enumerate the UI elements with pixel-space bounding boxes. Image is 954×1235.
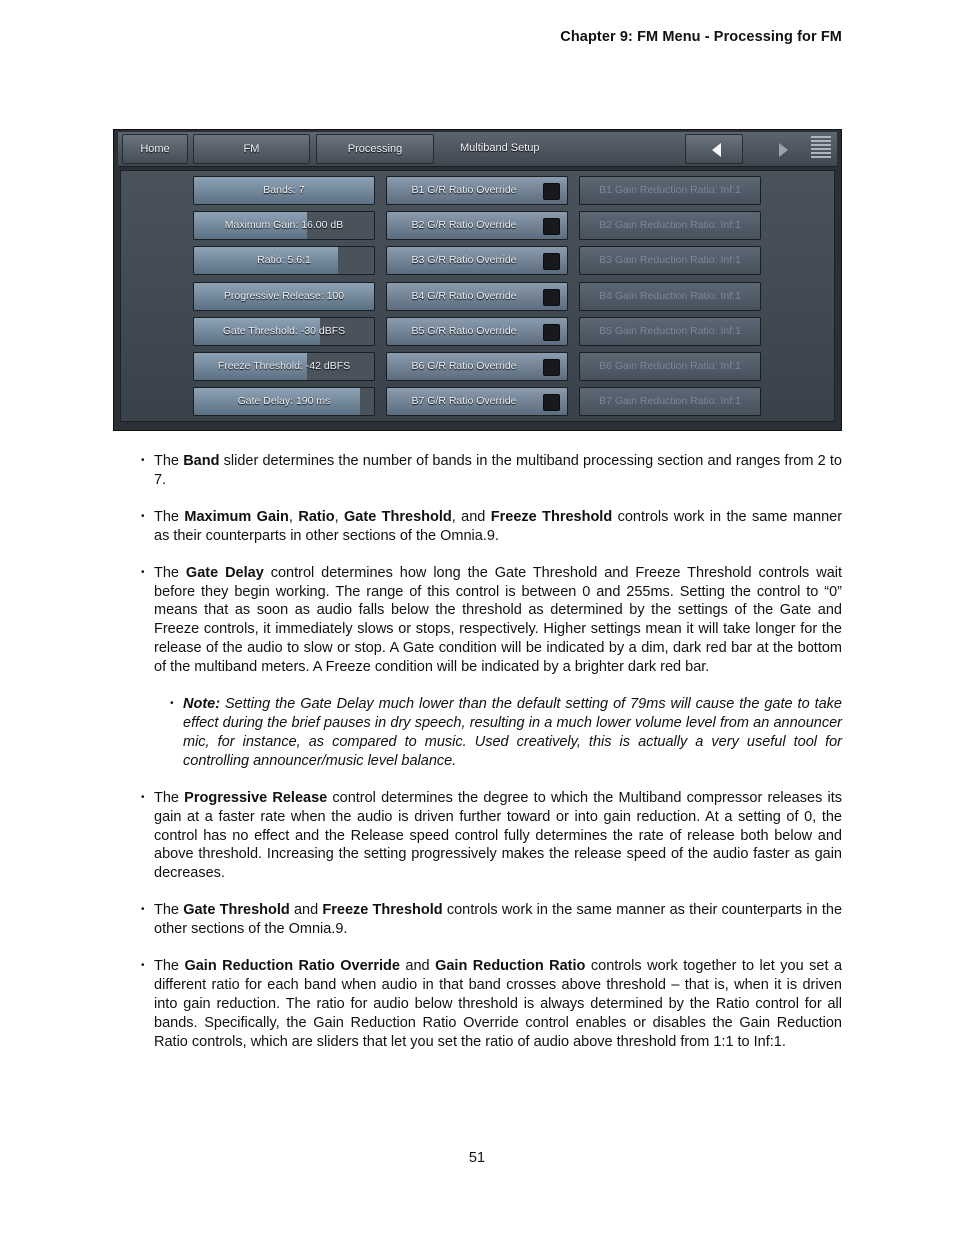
override-label: B5 G/R Ratio Override xyxy=(411,324,517,337)
override-toggle-b1[interactable] xyxy=(386,176,568,205)
nav-back-button[interactable] xyxy=(685,134,743,164)
gain-reduction-ratio-slider-b3 xyxy=(579,246,761,275)
body-text xyxy=(154,452,842,1070)
nav-home-button[interactable]: Home xyxy=(122,134,188,164)
override-toggle-b5[interactable] xyxy=(386,317,568,346)
arrow-right-icon xyxy=(779,143,788,157)
slider-label: Bands: 7 xyxy=(263,184,305,196)
bullet-paragraph: • The Band slider determines the number of bands in the multiband processing section and ranges from 2 to 7. xyxy=(154,452,842,490)
bullet-paragraph: • The Gate Threshold and Freeze Threshold controls work in the same manner as their counterparts in the other sections of the Omnia.9. xyxy=(154,901,842,939)
override-toggle-b3[interactable] xyxy=(386,246,568,275)
override-toggle-b2[interactable] xyxy=(386,211,568,240)
slider-7[interactable] xyxy=(193,387,375,416)
slider-2[interactable] xyxy=(193,211,375,240)
arrow-left-icon xyxy=(712,143,721,157)
nav-current-page: Multiband Setup xyxy=(460,142,540,154)
menu-icon[interactable] xyxy=(811,136,831,160)
ratio-label: B1 Gain Reduction Ratio: Inf:1 xyxy=(599,184,741,196)
nav-bar xyxy=(118,132,837,167)
ratio-label: B5 Gain Reduction Ratio: Inf:1 xyxy=(599,324,741,337)
multiband-setup-screenshot xyxy=(113,129,842,431)
checkbox-icon[interactable] xyxy=(543,324,560,341)
nav-forward-button[interactable] xyxy=(748,134,806,164)
checkbox-icon[interactable] xyxy=(543,394,560,411)
override-label: B4 G/R Ratio Override xyxy=(411,289,517,302)
override-label: B2 G/R Ratio Override xyxy=(411,219,517,232)
slider-label: Gate Threshold: -30 dBFS xyxy=(222,324,346,337)
override-label: B3 G/R Ratio Override xyxy=(411,254,517,267)
nav-fm-button[interactable]: FM xyxy=(193,134,310,164)
slider-1[interactable] xyxy=(193,176,375,205)
page-number: 51 xyxy=(468,1150,486,1166)
chapter-header: Chapter 9: FM Menu - Processing for FM xyxy=(560,29,842,45)
checkbox-icon[interactable] xyxy=(543,218,560,235)
gain-reduction-ratio-slider-b6 xyxy=(579,352,761,381)
checkbox-icon[interactable] xyxy=(543,253,560,270)
slider-label: Ratio: 5.6:1 xyxy=(257,254,311,267)
gain-reduction-ratio-slider-b5 xyxy=(579,317,761,346)
ratio-label: B6 Gain Reduction Ratio: Inf:1 xyxy=(599,360,741,372)
slider-3[interactable] xyxy=(193,246,375,275)
slider-label: Freeze Threshold: -42 dBFS xyxy=(217,360,351,372)
bullet-paragraph: • The Progressive Release control determines the degree to which the Multiband compressor releases its gain at a faster rate when the audio is driven further toward or into gain reduction. At a setting of 0, the control has no effect and the Release speed control fully determines the rate of release both below and above threshold. Increasing the setting progressively makes the release speed of the audio faster as gain decreases. xyxy=(154,789,842,884)
checkbox-icon[interactable] xyxy=(543,359,560,376)
override-label: B7 G/R Ratio Override xyxy=(411,395,517,408)
ratio-label: B2 Gain Reduction Ratio: Inf:1 xyxy=(599,219,741,232)
checkbox-icon[interactable] xyxy=(543,289,560,306)
override-label: B1 G/R Ratio Override xyxy=(411,184,517,196)
bullet-paragraph: • The Maximum Gain, Ratio, Gate Threshold, and Freeze Threshold controls work in the same manner as their counterparts in other sections of the Omnia.9. xyxy=(154,508,842,546)
ratio-label: B4 Gain Reduction Ratio: Inf:1 xyxy=(599,289,741,302)
slider-6[interactable] xyxy=(193,352,375,381)
checkbox-icon[interactable] xyxy=(543,183,560,200)
slider-5[interactable] xyxy=(193,317,375,346)
bullet-paragraph: • The Gate Delay control determines how long the Gate Threshold and Freeze Threshold controls wait before they begin working. The range of this control is between 0 and 255ms. Setting the control to “0” means that as soon as audio falls below the threshold as determined by the settings of the Gate and Freeze controls, it immediately slows or stops, respectively. Higher settings mean it will take longer for the release of the audio to slow or stop. A Gate condition will be indicated by a dim, dark red bar at the bottom of the multiband meters. A Freeze condition will be indicated by a brighter dark red bar. xyxy=(154,564,842,677)
gain-reduction-ratio-slider-b2 xyxy=(579,211,761,240)
slider-label: Gate Delay: 190 ms xyxy=(237,395,331,408)
ratio-label: B7 Gain Reduction Ratio: Inf:1 xyxy=(599,395,741,408)
slider-label: Progressive Release: 100 xyxy=(223,289,345,302)
nav-processing-button[interactable]: Processing xyxy=(316,134,434,164)
slider-4[interactable] xyxy=(193,282,375,311)
gain-reduction-ratio-slider-b4 xyxy=(579,282,761,311)
override-toggle-b7[interactable] xyxy=(386,387,568,416)
ratio-label: B3 Gain Reduction Ratio: Inf:1 xyxy=(599,254,741,267)
gain-reduction-ratio-slider-b1 xyxy=(579,176,761,205)
override-label: B6 G/R Ratio Override xyxy=(411,360,517,372)
control-panel xyxy=(120,170,835,422)
override-toggle-b4[interactable] xyxy=(386,282,568,311)
slider-label: Maximum Gain: 16.00 dB xyxy=(224,219,344,232)
override-toggle-b6[interactable] xyxy=(386,352,568,381)
note-bullet: • Note: Setting the Gate Delay much lower than the default setting of 79ms will cause the gate to take effect during the brief pauses in dry speech, resulting in a much lower volume level from an announcer mic, for instance, as compared to music. Used creatively, this is actually a very useful tool for controlling announcer/music level balance. xyxy=(183,695,842,771)
gain-reduction-ratio-slider-b7 xyxy=(579,387,761,416)
bullet-paragraph: • The Gain Reduction Ratio Override and Gain Reduction Ratio controls work together to let you set a different ratio for each band when audio in that band crosses above threshold – that is, when it is driven into gain reduction. The ratio for audio below threshold is always determined by the Ratio control for all bands. Specifically, the Gain Reduction Ratio Override control enables or disables the Gain Reduction Ratio controls, which are sliders that let you set the ratio of audio above threshold from 1:1 to Inf:1. xyxy=(154,957,842,1052)
